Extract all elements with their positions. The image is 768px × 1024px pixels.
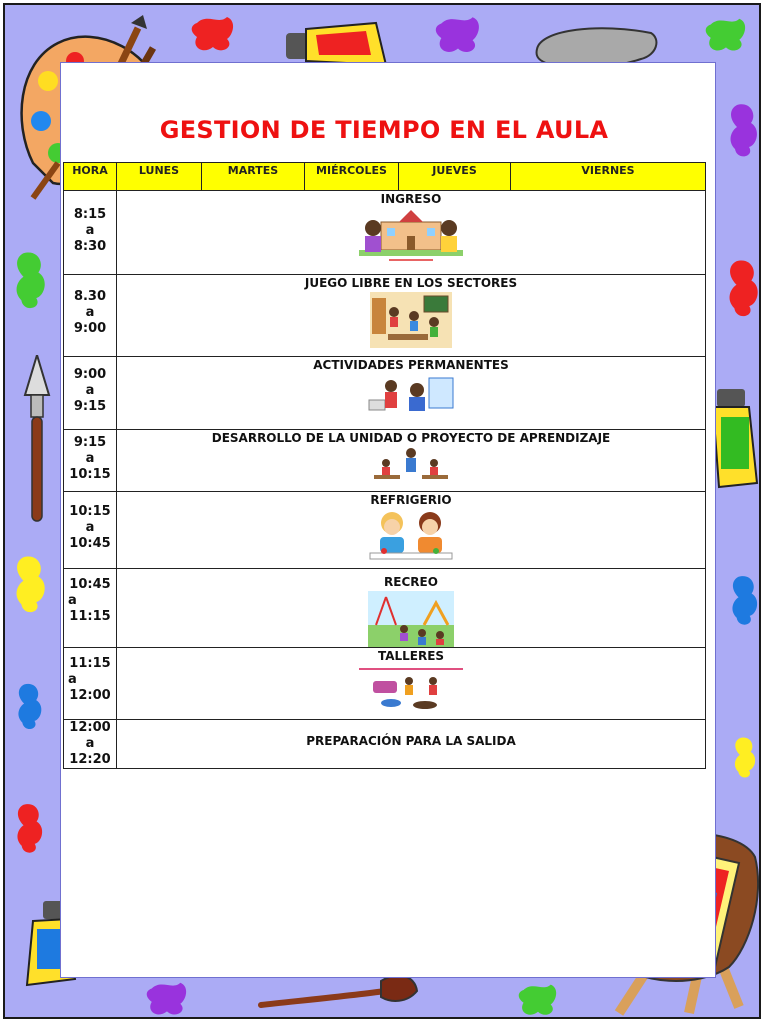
paint-splash-icon [729,735,763,781]
paint-splash-icon [189,13,237,55]
activity-label: RECREO [384,575,438,589]
column-header-jueves: JUEVES [399,163,511,191]
time-cell: 8.30 a 9:00 [64,275,117,357]
activity-cell [117,720,706,769]
activity-label: ACTIVIDADES PERMANENTES [313,358,509,372]
time-cell: 10:15 a 10:45 [64,492,117,569]
activity-label: DESARROLLO DE LA UNIDAD O PROYECTO DE APRENDIZAJE [211,431,611,445]
column-header-miercoles: MIÉRCOLES [305,163,399,191]
paint-splash-icon [11,681,51,733]
table-row [64,430,706,492]
page-title: GESTION DE TIEMPO EN EL AULA [159,116,609,144]
table-row [64,648,706,720]
table-row [64,275,706,357]
activity-cell [117,430,706,492]
paint-splash-icon [9,249,55,313]
column-header-hora: HORA [64,163,117,191]
activity-label: JUEGO LIBRE EN LOS SECTORES [304,276,518,290]
time-cell: 10:45 a 11:15 [64,569,117,648]
table-row [64,569,706,648]
paint-splash-icon [727,573,765,629]
workshops-illustration [349,665,473,715]
playground-recess-illustration [368,591,454,647]
paint-splash-icon [11,553,53,617]
activity-cell [117,648,706,720]
table-row [64,492,706,569]
activity-cell [117,569,706,648]
paint-splash-icon [697,15,755,55]
snack-time-illustration [366,509,456,563]
time-cell: 9:00 a 9:15 [64,357,117,430]
paintbrush-icon [15,355,55,525]
column-header-lunes: LUNES [117,163,202,191]
paint-splash-icon [513,981,563,1019]
school-entrance-illustration [359,208,463,266]
time-cell: 12:00 a 12:20 [64,720,117,769]
table-row [64,720,706,769]
table-row [64,357,706,430]
schedule-table [63,162,706,769]
classroom-play-illustration [370,292,452,348]
activity-cell [117,275,706,357]
time-cell: 11:15 a 12:00 [64,648,117,720]
paint-splash-icon [433,13,483,57]
activity-label: INGRESO [380,192,442,206]
activity-label: REFRIGERIO [370,493,452,507]
time-cell: 9:15 a 10:15 [64,430,117,492]
paint-splash-icon [725,257,765,321]
time-cell: 8:15 a 8:30 [64,191,117,275]
paint-tube-icon [709,387,761,499]
column-header-martes: MARTES [202,163,305,191]
activity-label: TALLERES [377,649,445,663]
paint-splash-icon [11,801,51,857]
activity-label: PREPARACIÓN PARA LA SALIDA [306,734,516,748]
activity-cell [117,191,706,275]
column-header-viernes: VIERNES [511,163,706,191]
daily-routines-illustration [365,374,457,420]
paint-splash-icon [139,979,195,1019]
table-row [64,191,706,275]
table-header-row [64,163,706,191]
learning-project-illustration [368,447,454,485]
activity-cell [117,492,706,569]
activity-cell [117,357,706,430]
